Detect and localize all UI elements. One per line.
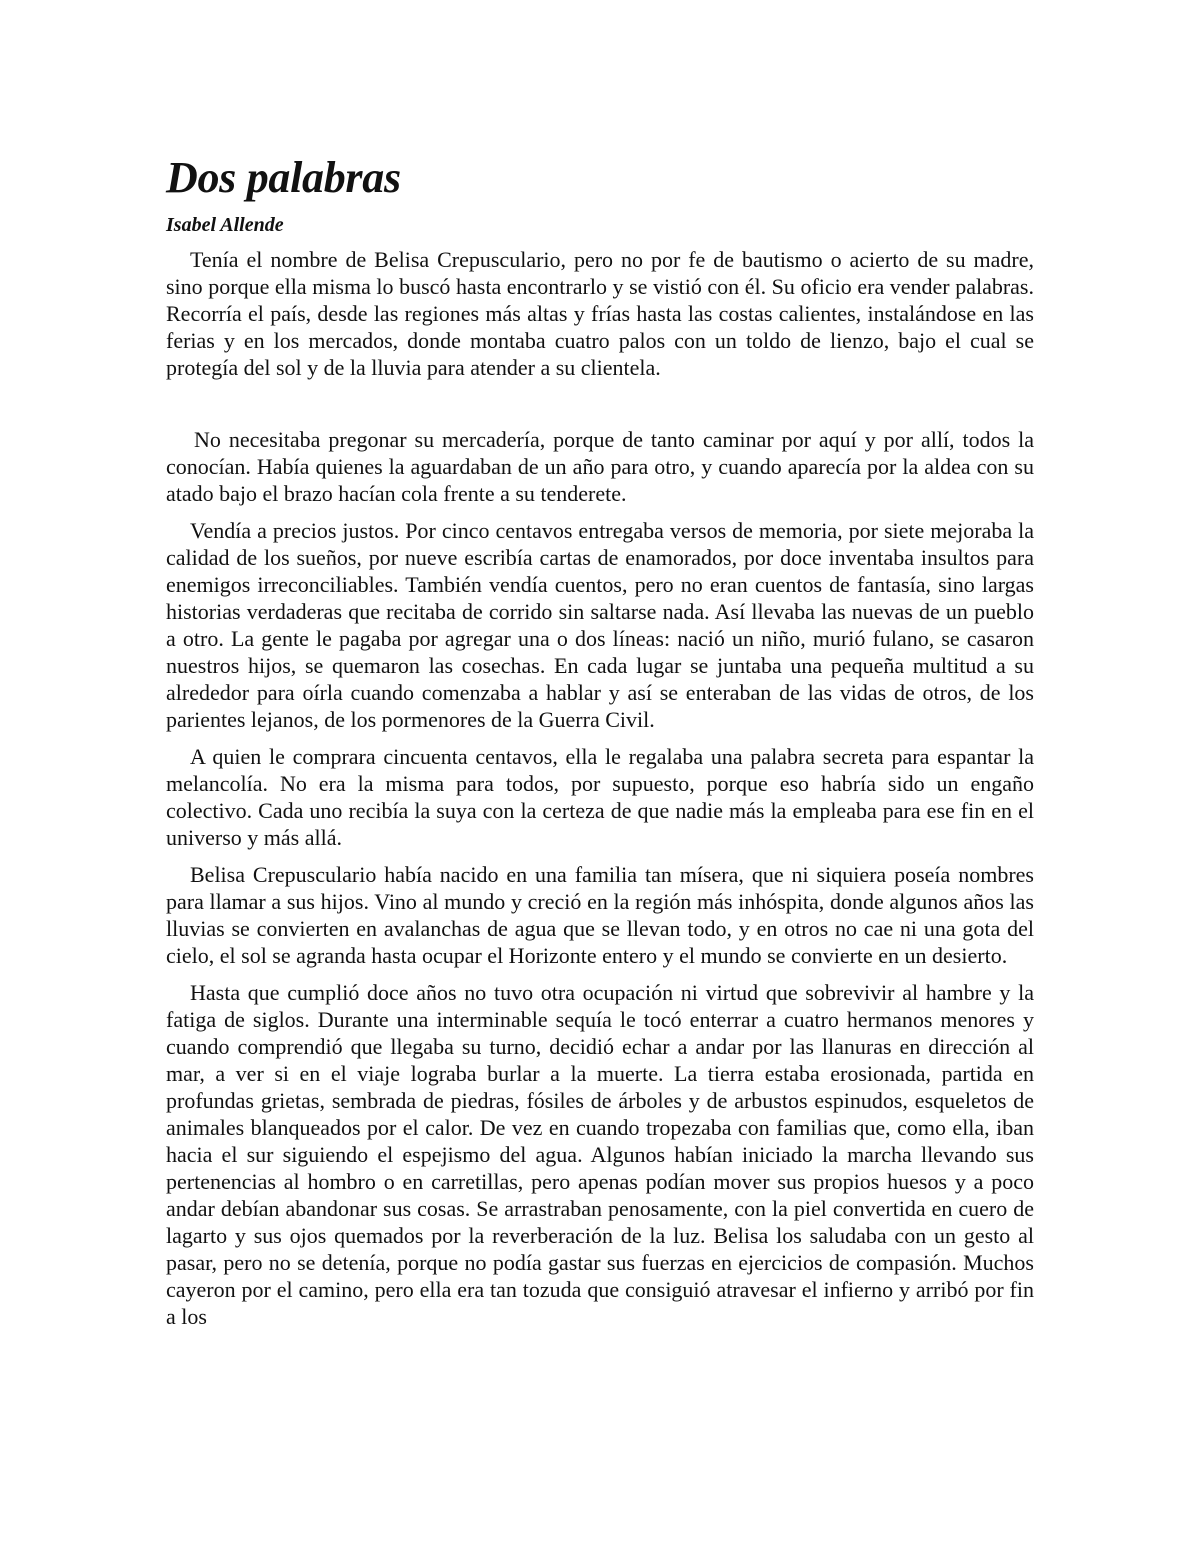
paragraph-4: A quien le comprara cincuenta centavos, ella le regalaba una palabra secreta para espantar la melancolía. No era la misma para todos, por supuesto, porque eso habría sido un engaño colectivo. Cada uno recibía la suya con la certeza de que nadie más la empleaba para ese fin en el universo y más allá. — [166, 744, 1034, 850]
paragraph-2: No necesitaba pregonar su mercadería, porque de tanto caminar por aquí y por allí, todos la conocían. Había quienes la aguardaban de un año para otro, y cuando aparecía por la aldea con su atado bajo el brazo hacían cola frente a su tenderete. — [166, 427, 1034, 506]
paragraph-5: Belisa Crepusculario había nacido en una familia tan mísera, que ni siquiera poseía nombres para llamar a sus hijos. Vino al mundo y creció en la región más inhóspita, donde algunos años las lluvias se convierten en avalanchas de agua que se llevan todo, y en otros no cae ni una gota del cielo, el sol se agranda hasta ocupar el Horizonte entero y el mundo se convierte en un desierto. — [166, 862, 1034, 968]
paragraph-6: Hasta que cumplió doce años no tuvo otra ocupación ni virtud que sobrevivir al hambre y la fatiga de siglos. Durante una interminable sequía le tocó enterrar a cuatro hermanos menores y cuando comprendió que llegaba su turno, decidió echar a andar por las llanuras en dirección al mar, a ver si en el viaje lograba burlar a la muerte. La tierra estaba erosionada, partida en profundas grietas, sembrada de piedras, fósiles de árboles y de arbustos espinudos, esqueletos de animales blanqueados por el calor. De vez en cuando tropezaba con familias que, como ella, iban hacia el sur siguiendo el espejismo del agua. Algunos habían iniciado la marcha llevando sus pertenencias al hombro o en carretillas, pero apenas podían mover sus propios huesos y a poco andar debían abandonar sus cosas. Se arrastraban penosamente, con la piel convertida en cuero de lagarto y sus ojos quemados por la reverberación de la luz. Belisa los saludaba con un gesto al pasar, pero no se detenía, porque no podía gastar sus fuerzas en ejercicios de compasión. Muchos cayeron por el camino, pero ella era tan tozuda que consiguió atravesar el infierno y arribó por fin a los — [166, 980, 1034, 1329]
document-page — [166, 150, 1034, 1330]
paragraph-1: Tenía el nombre de Belisa Crepusculario, pero no por fe de bautismo o acierto de su madre, sino porque ella misma lo buscó hasta encontrarlo y se vistió con él. Su oficio era vender palabras. Recorría el país, desde las regiones más altas y frías hasta las costas calientes, instalándose en las ferias y en los mercados, donde montaba cuatro palos con un toldo de lienzo, bajo el cual se protegía del sol y de la lluvia para atender a su clientela. — [166, 247, 1034, 380]
document-author: Isabel Allende — [166, 214, 284, 236]
document-title: Dos palabras — [166, 153, 401, 202]
paragraph-3: Vendía a precios justos. Por cinco centavos entregaba versos de memoria, por siete mejoraba la calidad de los sueños, por nueve escribía cartas de enamorados, por doce inventaba insultos para enemigos irreconciliables. También vendía cuentos, pero no eran cuentos de fantasía, sino largas historias verdaderas que recitaba de corrido sin saltarse nada. Así llevaba las nuevas de un pueblo a otro. La gente le pagaba por agregar una o dos líneas: nació un niño, murió fulano, se casaron nuestros hijos, se quemaron las cosechas. En cada lugar se juntaba una pequeña multitud a su alrededor para oírla cuando comenzaba a hablar y así se enteraban de las vidas de otros, de los parientes lejanos, de los pormenores de la Guerra Civil. — [166, 518, 1034, 732]
